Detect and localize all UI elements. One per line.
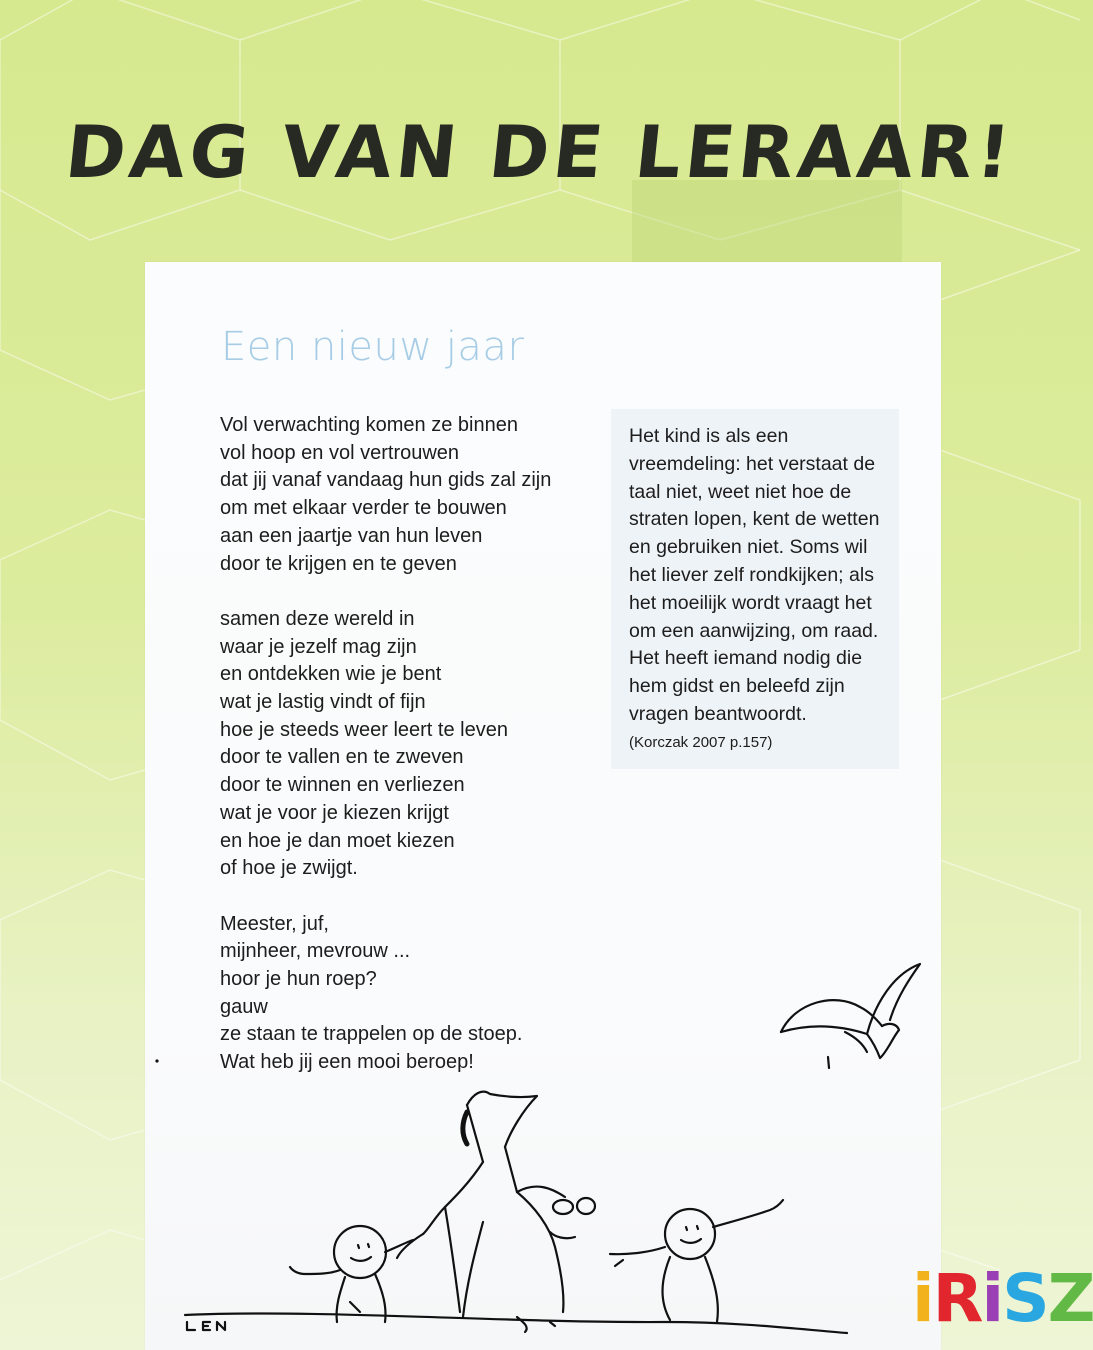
- poem-line: gauw: [220, 995, 268, 1018]
- ink-dot: [155, 1059, 158, 1062]
- poem-line: hoor je hun roep?: [220, 968, 377, 991]
- poem-line: Vol verwachting komen ze binnen: [220, 414, 518, 436]
- right-child-drawing: [610, 1200, 783, 1322]
- poem-line: door te vallen en te zweven: [220, 746, 464, 769]
- poem-line: door te winnen en verliezen: [220, 774, 465, 797]
- logo-letter: S: [1002, 1260, 1048, 1337]
- poem-line: Meester, juf,: [220, 912, 329, 935]
- poem-line: dat jij vanaf vandaag hun gids zal zijn: [220, 469, 552, 492]
- quote-line: en gebruiken niet. Soms wil: [629, 536, 868, 559]
- poem-line: samen deze wereld in: [220, 607, 415, 630]
- hair-drawing: [463, 1112, 467, 1144]
- poem-line: waar je jezelf mag zijn: [220, 635, 417, 658]
- quote-line: het liever zelf rondkijken; als: [629, 563, 874, 586]
- quote-line: taal niet, weet niet hoe de: [629, 480, 852, 503]
- poem-line: aan een jaartje van hun leven: [220, 524, 483, 547]
- logo-letter: i: [912, 1260, 933, 1337]
- left-child-drawing: [290, 1226, 413, 1322]
- line-drawing-illustration: [145, 262, 941, 1350]
- page-headline: DAG VAN DE LERAAR!: [61, 110, 1019, 194]
- quote-line: om een aanwijzing, om raad.: [629, 619, 879, 642]
- logo-letter: i: [981, 1260, 1003, 1337]
- quote-citation: (Korczak 2007 p.157): [629, 733, 773, 751]
- quote-line: vragen beantwoordt.: [629, 702, 807, 725]
- quote-line: straten lopen, kent de wetten: [629, 508, 880, 531]
- logo-letter: Z: [1047, 1260, 1093, 1337]
- poem-line: of hoe je zwijgt.: [220, 857, 358, 880]
- binoculars-drawing: [550, 1198, 595, 1238]
- bird-drawing: [781, 964, 920, 1068]
- poem-line: wat je voor je kiezen krijgt: [220, 801, 449, 824]
- poem-line: mijnheer, mevrouw ...: [220, 940, 411, 963]
- poem-line: en ontdekken wie je bent: [220, 663, 442, 686]
- poem-line: ze staan te trappelen op de stoep.: [220, 1023, 523, 1046]
- poem-line: door te krijgen en te geven: [220, 552, 457, 575]
- poem-line: wat je lastig vindt of fijn: [220, 691, 426, 714]
- poem-line: vol hoop en vol vertrouwen: [220, 441, 460, 464]
- logo-letter: R: [932, 1260, 982, 1337]
- adult-figure-drawing: [397, 1092, 565, 1332]
- quote-line: vreemdeling: het verstaat de: [629, 452, 876, 475]
- irisz-logo: [912, 1260, 1093, 1337]
- signature-mark: [217, 1322, 225, 1330]
- poem-line: om met elkaar verder te bouwen: [220, 497, 507, 520]
- quote-line: Het heeft iemand nodig die: [629, 647, 863, 670]
- signature-mark: [203, 1322, 210, 1330]
- ground-line: [185, 1313, 847, 1333]
- poem-line: hoe je steeds weer leert te leven: [220, 718, 508, 741]
- quote-line: het moeilijk wordt vraagt het: [629, 591, 872, 614]
- signature-mark: [187, 1322, 195, 1330]
- poem-title: Een nieuw jaar: [221, 324, 525, 370]
- quote-line: Het kind is als een: [629, 425, 789, 447]
- quote-line: hem gidst en beleefd zijn: [629, 675, 845, 698]
- poem-page: [145, 262, 941, 1350]
- poem-line: Wat heb jij een mooi beroep!: [220, 1051, 474, 1074]
- poem-line: en hoe je dan moet kiezen: [220, 829, 455, 852]
